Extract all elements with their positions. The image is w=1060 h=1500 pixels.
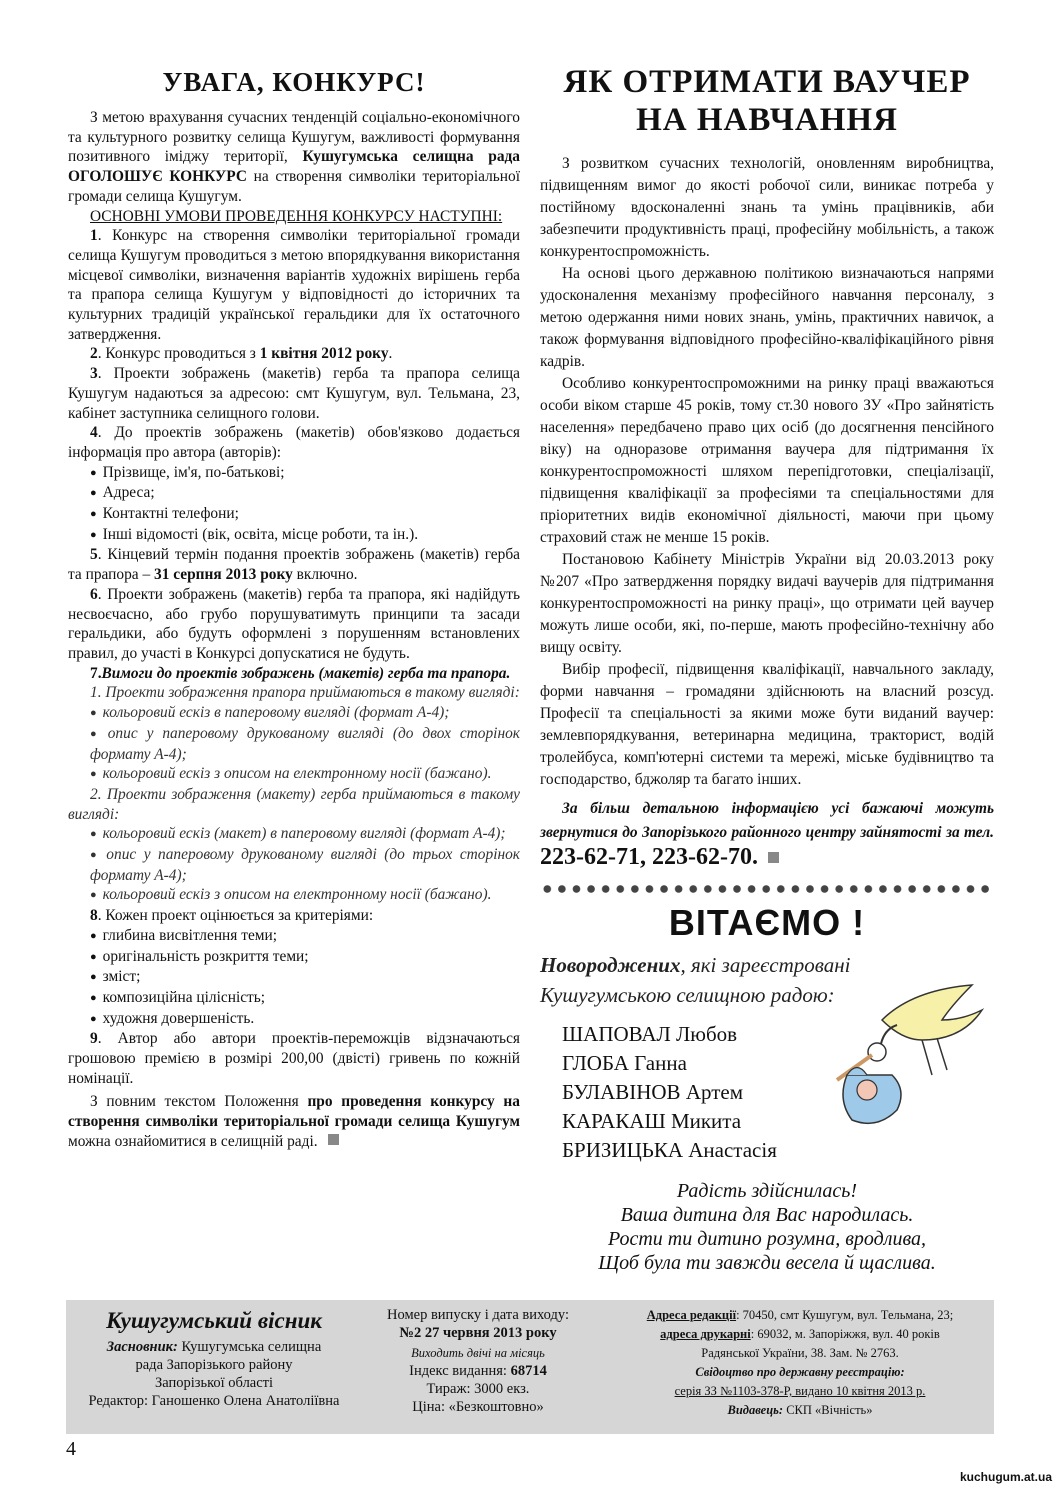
list-item: ● оригінальність розкриття теми; bbox=[68, 947, 520, 968]
condition-9: 9. Автор або автори проектів-переможців відзначаються грошовою премією в розмірі 200,00 (двісті) гривень по кожній номінації. bbox=[68, 1030, 520, 1087]
list-item: ● художня довершеність. bbox=[68, 1009, 520, 1030]
masthead-founder: Кушугумський вісник Засновник: Кушугумська селищна рада Запорізького району Запорізької області Редактор: Ганошенко Олена Анатоліївна bbox=[74, 1306, 354, 1410]
dotted-divider bbox=[540, 882, 994, 896]
contest-intro: З метою врахування сучасних тенденцій соціально-економічного та культурного розвитку селища Кушугум, важливості формування позитивного іміджу території, Кушугумська селищна рада ОГОЛОШУЄ КОНКУРС на створення символіки територіальної громади селища Кушугум. bbox=[68, 109, 520, 205]
list-item: ● кольоровий ескіз з описом на електронному носії (бажано). bbox=[68, 885, 520, 906]
condition-4: 4. До проектів зображень (макетів) обов'язково додається інформація про автора (авторів): bbox=[68, 424, 520, 461]
list-item: ● Адреса; bbox=[68, 483, 520, 504]
masthead-address: Адреса редакції: 70450, смт Кушугум, вул. Тельмана, 23; адреса друкарні: 69032, м. Запоріжжя, вул. 40 років Радянської України, 38. Зам. № 2763. Свідоцтво про державну реєстрацію: серія ЗЗ №1103-378-Р, видано 10 квітня 2013 р. Видавець: СКП «Вічність» bbox=[646, 1308, 954, 1417]
masthead-issue: Номер випуску і дата виходу: №2 27 червня 2013 року Виходить двічі на місяць Індекс видання: 68714 Тираж: 3000 екз. Ціна: «Безкоштовно» bbox=[387, 1307, 569, 1415]
list-item: ● кольоровий ескіз (макет) в паперовому вигляді (формат А-4); bbox=[68, 824, 520, 845]
voucher-contact: За більш детальною інформацією усі бажаючі можуть звернутися до Запорізького районного центру зайнятості за тел. 223-62-71, 223-62-70. bbox=[540, 800, 994, 870]
flag-requirements: 1. Проекти зображення прапора приймаються в такому вигляді: bbox=[90, 684, 520, 702]
list-item: ● Прізвище, ім'я, по-батькові; bbox=[68, 463, 520, 484]
list-item: ● кольоровий ескіз в паперовому вигляді (формат А-4); bbox=[68, 703, 520, 724]
contest-title: УВАГА, КОНКУРС! bbox=[162, 67, 426, 97]
phone-numbers: 223-62-71, 223-62-70. bbox=[540, 844, 758, 870]
condition-3: 3. Проекти зображень (макетів) герба та прапора селища Кушугум надаються за адресою: смт Кушугум, вул. Тельмана, 23, кабінет заступника селищного голови. bbox=[68, 365, 520, 422]
voucher-paragraph: Вибір професії, підвищення кваліфікації, навчального закладу, форми навчання – громадяни здійснюють на власний розсуд. Професії та спеціальності за якими може бути виданий ваучер: землевпорядкування, ветеринарна медицина, тракторист, водій тролейбуса, комп'ютерні системи та мережі, міське будівництво та господарство, бджоляр та багато інших. bbox=[540, 661, 994, 788]
editor: Редактор: Ганошенко Олена Анатоліївна bbox=[88, 1393, 340, 1409]
site-watermark: kuchugum.at.ua bbox=[959, 1470, 1052, 1484]
list-item: КАРАКАШ Микита bbox=[562, 1109, 742, 1133]
end-mark-icon bbox=[328, 1134, 339, 1145]
voucher-paragraph: Постановою Кабінету Міністрів України від 20.03.2013 року №207 «Про затвердження порядку видачі ваучерів для підтримання конкурентоспроможності на ринку праці», що отримати цей ваучер можуть лише особи, які, по-перше, мають професійно-технічну або вищу освіту. bbox=[540, 551, 994, 656]
congrats-subtitle: Новороджених, які зареєстровані bbox=[540, 953, 851, 977]
paper-name: Кушугумський вісник bbox=[106, 1308, 322, 1333]
coat-requirements: 2. Проекти зображення (макету) герба приймаються в такому вигляді: bbox=[68, 785, 520, 823]
end-mark-icon bbox=[768, 852, 779, 863]
congrats-subtitle-2: Кушугумською селищною радою: bbox=[540, 983, 835, 1007]
conditions-heading: ОСНОВНІ УМОВИ ПРОВЕДЕННЯ КОНКУРСУ НАСТУПНІ: bbox=[90, 207, 503, 225]
condition-6: 6. Проекти зображень (макетів) герба та прапора, які надійдуть несвоєчасно, або грубо порушуватимуть принципи та засади геральдики, або будуть оформлені з порушенням встановлених правил, до участі в Конкурсі допускатися не будуть. bbox=[68, 585, 520, 662]
list-item: ГЛОБА Ганна bbox=[562, 1051, 687, 1075]
congrats-title: ВІТАЄМО ! bbox=[668, 902, 866, 943]
voucher-article bbox=[540, 55, 994, 1275]
masthead-box bbox=[66, 1300, 994, 1434]
list-item: ● Інші відомості (вік, освіта, місце роботи, та ін.). bbox=[68, 525, 520, 546]
condition-2: 2. Конкурс проводиться з 1 квітня 2012 року. bbox=[90, 345, 393, 363]
list-item: ● Контактні телефони; bbox=[68, 504, 520, 525]
list-item: ● опис у паперовому друкованому вигляді (до двох сторінок формату А-4); bbox=[68, 724, 520, 764]
contest-article bbox=[68, 55, 520, 1152]
list-item: ● кольоровий ескіз з описом на електронному носії (бажано). bbox=[68, 764, 520, 785]
list-item: ● глибина висвітлення теми; bbox=[68, 926, 520, 947]
congrats-section bbox=[540, 902, 994, 1275]
voucher-paragraph: З розвитком сучасних технологій, оновленням виробництва, підвищенням вимог до якості робочої сили, виникає потреба у постійному вдосконаленні знань та умінь працівників, аби забезпечити продуктивність праці, професійну мобільність, а також конкурентоспроможність. bbox=[540, 155, 994, 260]
list-item: БУЛАВІНОВ Артем bbox=[562, 1080, 743, 1104]
list-item: ● зміст; bbox=[68, 967, 520, 988]
list-item: ● композиційна цілісність; bbox=[68, 988, 520, 1009]
congrats-poem: Радість здійснилась! Ваша дитина для Вас народилась. Рости ти дитино розумна, вродлива, Щоб була ти завжди весела й щаслива. bbox=[598, 1180, 936, 1274]
stork-baby-icon bbox=[822, 980, 992, 1130]
condition-5: 5. Кінцевий термін подання проектів зображень (макетів) герба та прапора – 31 серпня 2013 року включно. bbox=[68, 546, 520, 584]
list-item: ШАПОВАЛ Любов bbox=[562, 1022, 738, 1046]
list-item: БРИЗИЦЬКА Анастасія bbox=[562, 1138, 777, 1162]
condition-1: 1. Конкурс на створення символіки територіальної громади селища Кушугум проводиться з метою впорядкування використання місцевої символіки, визначення варіантів художніх вирішень герба та прапора селища Кушугум у відповідності до історичних та культурних традицій української геральдики для їх остаточного затвердження. bbox=[68, 227, 520, 343]
voucher-paragraph: Особливо конкурентоспроможними на ринку праці вважаються особи віком старше 45 років, тому ст.30 нового ЗУ «Про зайнятість населення» передбачено право цих осіб (до досягнення пенсійного віку) на одноразове отримання ваучера для підтримання їх конкурентоспроможності шляхом перепідготовки, спеціалізації, підвищення кваліфікації за професіями та спеціальностями для пріоритетних видів економічної діяльності, маючи при цьому страховий стаж не менше 15 років. bbox=[540, 375, 994, 546]
page-number: 4 bbox=[66, 1438, 76, 1460]
condition-7: 7.Вимоги до проектів зображень (макетів) герба та прапора. bbox=[90, 664, 511, 682]
contest-closing: З повним текстом Положення про проведення конкурсу на створення символіки територіальної громади селища Кушугум можна ознайомитися в селищній раді. bbox=[68, 1093, 520, 1150]
voucher-paragraph: На основі цього державною політикою визначаються напрями удосконалення механізму професійного навчання персоналу, з метою одержання ними нових знань, умінь, практичних навичок, а також формування відповідного професійно-кваліфікаційного рівня кадрів. bbox=[540, 265, 994, 370]
condition-8: 8. Кожен проект оцінюється за критеріями: bbox=[90, 907, 374, 925]
voucher-title: ЯК ОТРИМАТИ ВАУЧЕР НА НАВЧАННЯ bbox=[563, 64, 971, 138]
list-item: ● опис у паперовому друкованому вигляді (до трьох сторінок формату А-4); bbox=[68, 845, 520, 885]
